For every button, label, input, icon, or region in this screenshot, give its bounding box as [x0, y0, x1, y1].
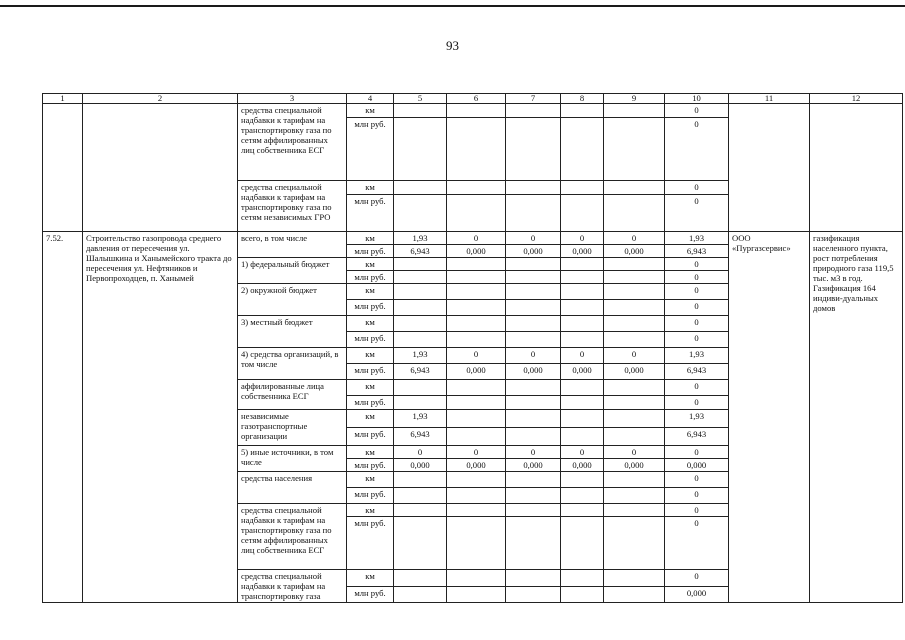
table-row	[43, 232, 903, 245]
value-cell: 0	[561, 232, 604, 245]
value-cell	[394, 332, 447, 348]
value-cell	[447, 284, 506, 300]
value-cell	[447, 472, 506, 488]
value-cell	[604, 428, 665, 446]
unit-cell: млн руб.	[347, 517, 394, 570]
unit-cell: км	[347, 104, 394, 118]
unit-km: км	[347, 348, 394, 364]
cell	[561, 195, 604, 232]
value-cell	[506, 488, 561, 504]
value-cell	[506, 258, 561, 271]
value-cell	[394, 472, 447, 488]
value-cell: 1,93	[394, 410, 447, 428]
cell	[506, 586, 561, 603]
value-cell	[394, 316, 447, 332]
total-cell: 0	[665, 488, 729, 504]
value-cell	[561, 488, 604, 504]
value-cell	[604, 316, 665, 332]
cell	[506, 104, 561, 118]
col-header: 3	[238, 94, 347, 104]
value-cell	[561, 472, 604, 488]
unit-cell: млн руб.	[347, 195, 394, 232]
cell	[394, 504, 447, 517]
cell	[506, 181, 561, 195]
executor-cell	[729, 104, 810, 232]
total-cell: 0	[665, 181, 729, 195]
cell	[604, 570, 665, 587]
value-cell: 0	[561, 446, 604, 459]
unit-cell: км	[347, 181, 394, 195]
value-cell	[394, 488, 447, 504]
unit-mln: млн руб.	[347, 245, 394, 258]
value-cell	[506, 380, 561, 396]
value-cell	[561, 380, 604, 396]
col-header: 11	[729, 94, 810, 104]
col-header: 6	[447, 94, 506, 104]
item-name-cell	[83, 104, 238, 232]
item-number-cell	[43, 104, 83, 232]
value-cell	[447, 488, 506, 504]
cell	[561, 517, 604, 570]
value-cell	[506, 271, 561, 284]
value-cell	[394, 284, 447, 300]
total-cell: 0	[665, 380, 729, 396]
value-cell: 0	[561, 348, 604, 364]
funding-source: средства специальной надбавки к тарифам на транспортировку газа по сетям независимых ГРО	[238, 181, 347, 232]
value-cell	[604, 410, 665, 428]
value-cell	[561, 410, 604, 428]
value-cell	[561, 332, 604, 348]
value-cell: 1,93	[394, 232, 447, 245]
cell	[394, 517, 447, 570]
funding-source: независимые газотранспортные организации	[238, 410, 347, 446]
unit-mln: млн руб.	[347, 459, 394, 472]
cell	[394, 118, 447, 181]
total-cell: 0	[665, 258, 729, 271]
funding-source: средства населения	[238, 472, 347, 504]
top-rule	[0, 5, 905, 7]
value-cell	[506, 428, 561, 446]
value-cell	[394, 396, 447, 410]
total-cell: 6,943	[665, 428, 729, 446]
value-cell	[506, 284, 561, 300]
col-header: 7	[506, 94, 561, 104]
value-cell: 0	[394, 446, 447, 459]
total-cell: 1,93	[665, 348, 729, 364]
cell	[394, 586, 447, 603]
value-cell: 0,000	[394, 459, 447, 472]
value-cell: 6,943	[394, 428, 447, 446]
value-cell	[506, 316, 561, 332]
value-cell: 0,000	[447, 245, 506, 258]
header-row	[43, 94, 903, 104]
funding-source: средства специальной надбавки к тарифам на транспортировку газа по сетям аффилированных лиц собственника ЕСГ	[238, 504, 347, 570]
cell	[447, 104, 506, 118]
unit-cell: млн руб.	[347, 586, 394, 603]
unit-mln: млн руб.	[347, 364, 394, 380]
cell	[394, 181, 447, 195]
unit-km: км	[347, 472, 394, 488]
total-cell: 0	[665, 396, 729, 410]
total-cell: 0	[665, 472, 729, 488]
value-cell	[447, 316, 506, 332]
value-cell	[604, 284, 665, 300]
unit-km: км	[347, 380, 394, 396]
executor: ООО «Пургазсервис»	[729, 232, 810, 603]
table-row	[43, 104, 903, 118]
total-cell: 0	[665, 316, 729, 332]
value-cell: 6,943	[394, 245, 447, 258]
value-cell: 0	[506, 232, 561, 245]
total-cell: 0	[665, 446, 729, 459]
total-cell: 0	[665, 271, 729, 284]
value-cell	[561, 316, 604, 332]
cell	[561, 118, 604, 181]
col-header: 10	[665, 94, 729, 104]
total-cell: 0	[665, 570, 729, 587]
funding-source: 4) средства организаций, в том числе	[238, 348, 347, 380]
total-cell: 0,000	[665, 459, 729, 472]
value-cell	[447, 258, 506, 271]
value-cell	[447, 410, 506, 428]
value-cell: 0,000	[506, 245, 561, 258]
cell	[506, 504, 561, 517]
cell	[447, 586, 506, 603]
value-cell	[561, 271, 604, 284]
result-cell	[810, 104, 903, 232]
item-number: 7.52.	[43, 232, 83, 603]
cell	[506, 517, 561, 570]
value-cell: 0	[604, 446, 665, 459]
cell	[604, 504, 665, 517]
value-cell: 0,000	[561, 245, 604, 258]
value-cell	[506, 472, 561, 488]
value-cell	[506, 300, 561, 316]
cell	[604, 181, 665, 195]
page-number: 93	[446, 38, 459, 53]
cell	[604, 517, 665, 570]
value-cell	[561, 300, 604, 316]
value-cell: 0	[604, 348, 665, 364]
cell	[506, 195, 561, 232]
value-cell	[604, 258, 665, 271]
col-header: 4	[347, 94, 394, 104]
investment-table	[42, 93, 903, 603]
value-cell	[394, 300, 447, 316]
value-cell	[447, 396, 506, 410]
value-cell: 0,000	[447, 364, 506, 380]
col-header: 5	[394, 94, 447, 104]
funding-source: 3) местный бюджет	[238, 316, 347, 348]
cell	[447, 118, 506, 181]
total-cell: 0	[665, 284, 729, 300]
unit-mln: млн руб.	[347, 271, 394, 284]
value-cell: 0	[447, 348, 506, 364]
total-cell: 0	[665, 504, 729, 517]
expected-result: газификация населенного пункта, рост потребления природного газа 119,5 тыс. м3 в год. Газификация 164 индиви-дуальных домов	[810, 232, 903, 603]
col-header: 2	[83, 94, 238, 104]
value-cell: 0,000	[561, 459, 604, 472]
value-cell: 0,000	[506, 459, 561, 472]
cell	[561, 104, 604, 118]
cell	[561, 181, 604, 195]
unit-cell: км	[347, 504, 394, 517]
cell	[506, 118, 561, 181]
cell	[447, 195, 506, 232]
total-cell: 0	[665, 104, 729, 118]
funding-source: 5) иные источники, в том числе	[238, 446, 347, 472]
cell	[506, 570, 561, 587]
value-cell: 0	[447, 446, 506, 459]
cell	[394, 195, 447, 232]
funding-source: 1) федеральный бюджет	[238, 258, 347, 284]
unit-cell: км	[347, 570, 394, 587]
cell	[394, 570, 447, 587]
unit-mln: млн руб.	[347, 428, 394, 446]
value-cell	[561, 428, 604, 446]
total-cell: 0,000	[665, 586, 729, 603]
total-cell: 1,93	[665, 410, 729, 428]
value-cell: 0	[604, 232, 665, 245]
funding-source: средства специальной надбавки к тарифам на транспортировку газа по сетям аффилированных лиц собственника ЕСГ	[238, 104, 347, 181]
value-cell	[394, 258, 447, 271]
cell	[604, 104, 665, 118]
value-cell	[561, 396, 604, 410]
funding-source: аффилированные лица собственника ЕСГ	[238, 380, 347, 410]
value-cell: 0	[506, 348, 561, 364]
col-header: 1	[43, 94, 83, 104]
value-cell	[447, 300, 506, 316]
unit-mln: млн руб.	[347, 396, 394, 410]
unit-mln: млн руб.	[347, 488, 394, 504]
funding-source: всего, в том числе	[238, 232, 347, 258]
col-header: 9	[604, 94, 665, 104]
value-cell: 0	[447, 232, 506, 245]
cell	[447, 517, 506, 570]
unit-km: км	[347, 284, 394, 300]
total-cell: 0	[665, 300, 729, 316]
value-cell: 6,943	[394, 364, 447, 380]
value-cell	[506, 410, 561, 428]
table-body	[43, 104, 903, 603]
funding-source: средства специальной надбавки к тарифам на транспортировку газа	[238, 570, 347, 603]
value-cell	[506, 332, 561, 348]
cell	[604, 118, 665, 181]
cell	[604, 195, 665, 232]
value-cell	[447, 428, 506, 446]
value-cell: 0,000	[561, 364, 604, 380]
unit-km: км	[347, 446, 394, 459]
funding-source: 2) окружной бюджет	[238, 284, 347, 316]
total-cell: 0	[665, 118, 729, 181]
unit-cell: млн руб.	[347, 118, 394, 181]
col-header: 8	[561, 94, 604, 104]
value-cell	[604, 396, 665, 410]
value-cell	[604, 488, 665, 504]
value-cell: 0,000	[506, 364, 561, 380]
value-cell	[506, 396, 561, 410]
value-cell	[604, 300, 665, 316]
value-cell	[394, 380, 447, 396]
col-header: 12	[810, 94, 903, 104]
total-cell: 1,93	[665, 232, 729, 245]
cell	[561, 586, 604, 603]
unit-mln: млн руб.	[347, 300, 394, 316]
value-cell	[561, 258, 604, 271]
value-cell	[604, 472, 665, 488]
value-cell	[447, 271, 506, 284]
value-cell	[447, 332, 506, 348]
cell	[561, 570, 604, 587]
value-cell	[604, 271, 665, 284]
total-cell: 6,943	[665, 364, 729, 380]
value-cell: 0,000	[604, 459, 665, 472]
total-cell: 6,943	[665, 245, 729, 258]
unit-km: км	[347, 316, 394, 332]
unit-mln: млн руб.	[347, 332, 394, 348]
total-cell: 0	[665, 195, 729, 232]
value-cell	[561, 284, 604, 300]
value-cell	[394, 271, 447, 284]
item-name: Строительство газопровода среднего давления от пересечения ул. Шалышкина и Ханымейского тракта до пересечения ул. Нефтяников и Первопроходцев, п. Ханымей	[83, 232, 238, 603]
value-cell: 0,000	[447, 459, 506, 472]
value-cell: 0	[506, 446, 561, 459]
cell	[561, 504, 604, 517]
total-cell: 0	[665, 332, 729, 348]
cell	[394, 104, 447, 118]
value-cell	[604, 332, 665, 348]
cell	[447, 504, 506, 517]
value-cell: 1,93	[394, 348, 447, 364]
cell	[447, 570, 506, 587]
unit-km: км	[347, 410, 394, 428]
value-cell	[604, 380, 665, 396]
unit-km: км	[347, 258, 394, 271]
total-cell: 0	[665, 517, 729, 570]
cell	[604, 586, 665, 603]
value-cell	[447, 380, 506, 396]
unit-km: км	[347, 232, 394, 245]
value-cell: 0,000	[604, 364, 665, 380]
value-cell: 0,000	[604, 245, 665, 258]
cell	[447, 181, 506, 195]
